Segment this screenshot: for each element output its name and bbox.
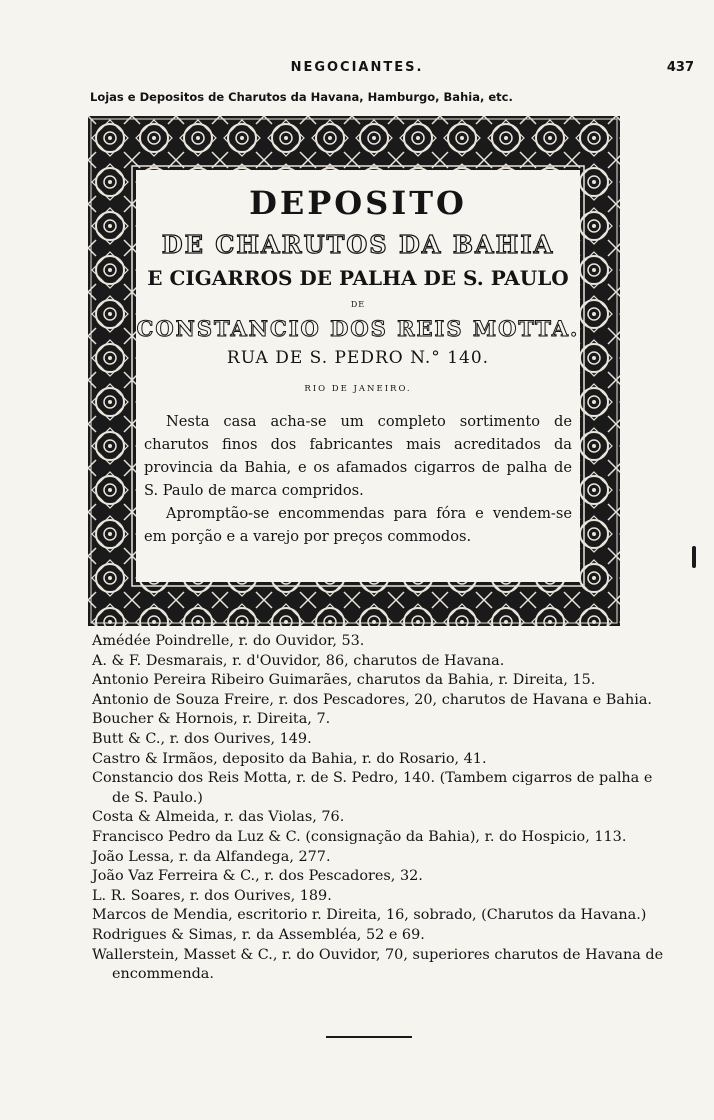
page-header-title: NEGOCIANTES. <box>290 60 424 75</box>
margin-mark <box>692 546 696 568</box>
list-item: Antonio Pereira Ribeiro Guimarães, charutos da Bahia, r. Direita, 15. <box>92 672 596 689</box>
list-item: Marcos de Mendia, escritorio r. Direita, 16, sobrado, (Charutos da Havana.) <box>92 907 647 924</box>
list-item: Constancio dos Reis Motta, r. de S. Pedro, 140. (Tambem cigarros de palha e de S. Paulo.) <box>92 770 653 806</box>
list-item: Amédée Poindrelle, r. do Ouvidor, 53. <box>92 633 365 649</box>
end-divider <box>326 1036 412 1038</box>
ad-subtitle: DE CHARUTOS DA BAHIA <box>161 230 555 259</box>
list-item: L. R. Soares, r. dos Ourives, 189. <box>92 887 332 904</box>
advertisement-content <box>136 170 580 582</box>
advertisement-frame <box>88 116 620 626</box>
merchant-list <box>92 632 666 985</box>
list-item: A. & F. Desmarais, r. d'Ouvidor, 86, charutos de Havana. <box>92 652 505 669</box>
ad-paragraph: Apromptão-se encommendas para fóra e vendem-se em porção e a varejo por preços commodos. <box>144 505 572 545</box>
list-item: Castro & Irmãos, deposito da Bahia, r. do Rosario, 41. <box>92 750 487 767</box>
list-item: Antonio de Souza Freire, r. dos Pescadores, 20, charutos de Havana e Bahia. <box>92 691 652 708</box>
ad-paragraph: Nesta casa acha-se um completo sortimento de charutos finos dos fabricantes mais acreditados da provincia da Bahia, e os afamados cigarros de palha de S. Paulo de marca compridos. <box>144 413 572 499</box>
list-item: Wallerstein, Masset & C., r. do Ouvidor, 70, superiores charutos de Havana de encommenda. <box>92 946 664 983</box>
list-item: Rodrigues & Simas, r. da Assembléa, 52 e 69. <box>92 926 425 943</box>
ad-owner-name: CONSTANCIO DOS REIS MOTTA. <box>136 316 580 341</box>
list-item: Costa & Almeida, r. das Violas, 76. <box>92 809 345 826</box>
list-item: Butt & C., r. dos Ourives, 149. <box>92 730 312 747</box>
ad-city: RIO DE JANEIRO. <box>304 384 412 394</box>
list-item: João Vaz Ferreira & C., r. dos Pescadores, 32. <box>92 868 423 885</box>
page-number: 437 <box>666 60 694 75</box>
ad-preposition: DE <box>350 300 366 309</box>
section-subheading: Lojas e Depositos de Charutos da Havana, Hamburgo, Bahia, etc. <box>90 90 513 104</box>
ad-subtitle-cigarettes: E CIGARROS DE PALHA DE S. PAULO <box>147 266 569 290</box>
list-item: Francisco Pedro da Luz & C. (consignação da Bahia), r. do Hospicio, 113. <box>92 828 627 845</box>
ad-address: RUA DE S. PEDRO N.° 140. <box>226 348 490 368</box>
ad-body <box>144 410 572 548</box>
ad-title: DEPOSITO <box>249 184 467 222</box>
list-item: João Lessa, r. da Alfandega, 277. <box>92 848 331 865</box>
list-item: Boucher & Hornois, r. Direita, 7. <box>92 711 331 728</box>
